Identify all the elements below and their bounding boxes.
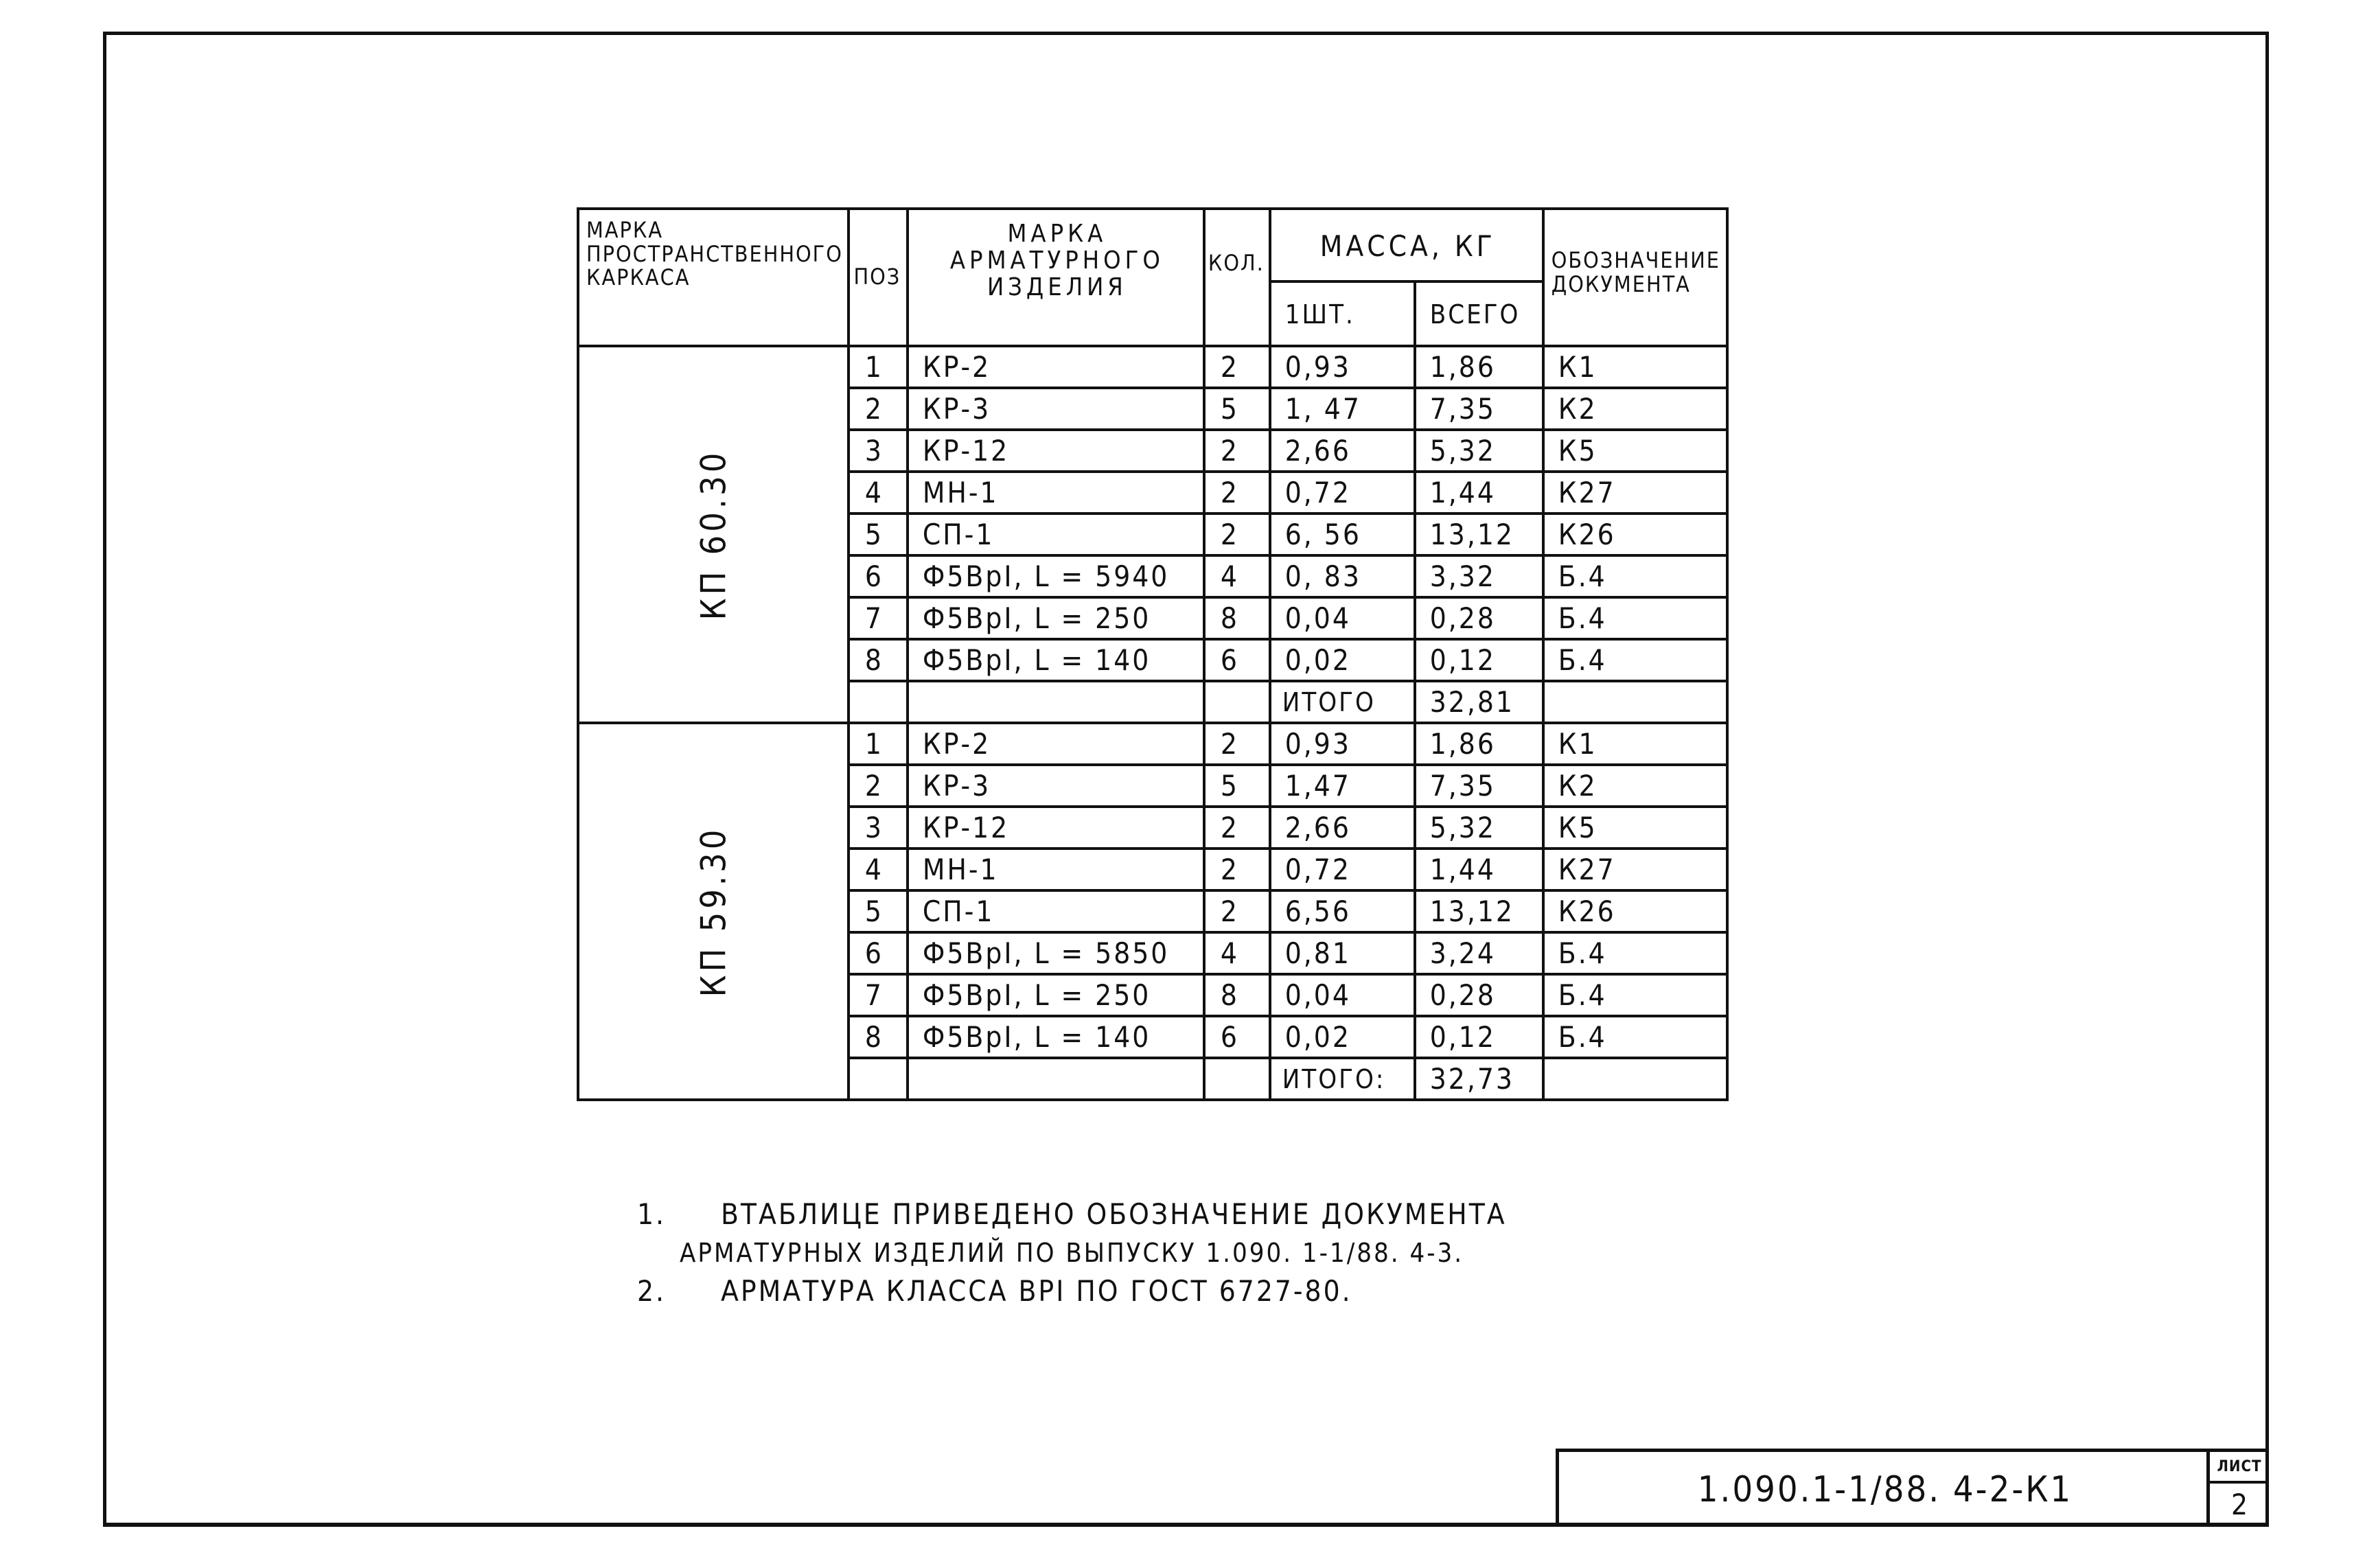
cell-item: КР-2	[908, 346, 1204, 388]
table-header	[578, 209, 1727, 346]
cell-total: 5,32	[1415, 430, 1543, 472]
cell-qty: 8	[1204, 597, 1270, 639]
cell-doc: К5	[1543, 430, 1727, 472]
cell-pos: 4	[849, 849, 908, 890]
cell-qty: 2	[1204, 807, 1270, 849]
cell-qty: 6	[1204, 1016, 1270, 1058]
cell-unit: 1, 47	[1270, 388, 1415, 430]
cell-unit: 0,02	[1270, 639, 1415, 681]
cell-unit: 1,47	[1270, 765, 1415, 807]
cell-pos: 8	[849, 639, 908, 681]
table-row	[578, 723, 1727, 765]
cell-total: 1,86	[1415, 346, 1543, 388]
cell-item: КР-3	[908, 388, 1204, 430]
table-row	[578, 346, 1727, 388]
cell-item: СП-1	[908, 514, 1204, 555]
note-1-number: 1.	[637, 1197, 667, 1231]
cell-total: 0,28	[1415, 974, 1543, 1016]
cell-item: МН-1	[908, 849, 1204, 890]
cell-qty: 4	[1204, 932, 1270, 974]
cell-unit: 0,72	[1270, 472, 1415, 514]
cell-item: КР-2	[908, 723, 1204, 765]
cell-doc: К26	[1543, 514, 1727, 555]
cell-unit: 0,93	[1270, 723, 1415, 765]
cell-pos: 7	[849, 974, 908, 1016]
cell-doc: Б.4	[1543, 639, 1727, 681]
cell-unit: 2,66	[1270, 807, 1415, 849]
cell-item: КР-3	[908, 765, 1204, 807]
cell-total: 0,28	[1415, 597, 1543, 639]
header-mass-total: ВСЕГО	[1415, 281, 1543, 346]
header-item-mark: МАРКА АРМАТУРНОГО ИЗДЕЛИЯ	[908, 209, 1204, 346]
cell-empty	[849, 681, 908, 723]
table-body	[578, 346, 1727, 1100]
cell-qty: 2	[1204, 514, 1270, 555]
cell-total: 1,44	[1415, 849, 1543, 890]
cell-qty: 4	[1204, 555, 1270, 597]
cell-unit: 6, 56	[1270, 514, 1415, 555]
cell-item: Ф5ВрI, L = 250	[908, 597, 1204, 639]
header-mass-one: 1ШТ.	[1270, 281, 1415, 346]
cell-doc: К27	[1543, 472, 1727, 514]
cell-qty: 6	[1204, 639, 1270, 681]
cell-pos: 5	[849, 514, 908, 555]
cell-unit: 0,04	[1270, 974, 1415, 1016]
cell-item: КР-12	[908, 430, 1204, 472]
cell-total: 1,44	[1415, 472, 1543, 514]
cell-pos: 6	[849, 555, 908, 597]
cell-item: Ф5ВрI, L = 140	[908, 1016, 1204, 1058]
cell-total: 0,12	[1415, 1016, 1543, 1058]
cell-doc: К5	[1543, 807, 1727, 849]
note-1-line-1: ВТАБЛИЦЕ ПРИВЕДЕНО ОБОЗНАЧЕНИЕ ДОКУМЕНТА	[721, 1197, 1507, 1231]
cell-total-value: 32,81	[1415, 681, 1543, 723]
cell-total-label: ИТОГО:	[1270, 1058, 1415, 1100]
cell-unit: 0,72	[1270, 849, 1415, 890]
cell-unit: 0,93	[1270, 346, 1415, 388]
cell-pos: 1	[849, 723, 908, 765]
cell-total: 5,32	[1415, 807, 1543, 849]
specification-table	[577, 207, 1729, 1101]
header-mass: МАССА, КГ	[1270, 209, 1543, 281]
cell-item: КР-12	[908, 807, 1204, 849]
cell-unit: 6,56	[1270, 890, 1415, 932]
cell-qty: 2	[1204, 346, 1270, 388]
frame-mark-cell	[578, 723, 849, 1100]
cell-pos: 2	[849, 765, 908, 807]
cell-qty: 8	[1204, 974, 1270, 1016]
cell-qty: 2	[1204, 472, 1270, 514]
cell-unit: 2,66	[1270, 430, 1415, 472]
frame-mark: КП 60.30	[693, 449, 733, 620]
cell-pos: 3	[849, 430, 908, 472]
cell-total: 3,32	[1415, 555, 1543, 597]
header-pos: ПОЗ	[849, 209, 908, 346]
cell-item: Ф5ВрI, L = 140	[908, 639, 1204, 681]
cell-empty	[1543, 1058, 1727, 1100]
sheet-label: ЛИСТ	[2210, 1452, 2269, 1484]
cell-doc: К2	[1543, 765, 1727, 807]
note-1	[637, 1195, 1507, 1271]
cell-doc: Б.4	[1543, 932, 1727, 974]
cell-empty	[1204, 1058, 1270, 1100]
cell-unit: 0,04	[1270, 597, 1415, 639]
note-2-line-1: АРМАТУРА КЛАССА ВРI ПО ГОСТ 6727-80.	[721, 1273, 1352, 1308]
cell-item: Ф5ВрI, L = 5850	[908, 932, 1204, 974]
cell-qty: 2	[1204, 723, 1270, 765]
cell-pos: 2	[849, 388, 908, 430]
cell-doc: К27	[1543, 849, 1727, 890]
cell-total: 13,12	[1415, 514, 1543, 555]
header-frame-mark: МАРКА ПРОСТРАНСТВЕННОГО КАРКАСА	[578, 209, 849, 346]
cell-empty	[1543, 681, 1727, 723]
cell-pos: 7	[849, 597, 908, 639]
cell-qty: 2	[1204, 430, 1270, 472]
frame-mark: КП 59.30	[693, 826, 733, 997]
cell-pos: 1	[849, 346, 908, 388]
cell-empty	[908, 1058, 1204, 1100]
header-qty: КОЛ.	[1204, 209, 1270, 346]
cell-doc: К26	[1543, 890, 1727, 932]
cell-pos: 6	[849, 932, 908, 974]
cell-pos: 3	[849, 807, 908, 849]
cell-doc: Б.4	[1543, 555, 1727, 597]
title-block	[1556, 1449, 2269, 1527]
sheet-number: 2	[2230, 1487, 2248, 1521]
cell-total: 3,24	[1415, 932, 1543, 974]
note-1-line-2: АРМАТУРНЫХ ИЗДЕЛИЙ ПО ВЫПУСКУ 1.090. 1-1/88. 4-3.	[680, 1237, 1464, 1268]
cell-total: 1,86	[1415, 723, 1543, 765]
cell-unit: 0,02	[1270, 1016, 1415, 1058]
cell-doc: К1	[1543, 346, 1727, 388]
cell-qty: 2	[1204, 849, 1270, 890]
cell-unit: 0, 83	[1270, 555, 1415, 597]
cell-item: СП-1	[908, 890, 1204, 932]
cell-total: 13,12	[1415, 890, 1543, 932]
notes	[637, 1195, 1507, 1312]
cell-doc: Б.4	[1543, 974, 1727, 1016]
cell-qty: 2	[1204, 890, 1270, 932]
header-document: ОБОЗНАЧЕНИЕ ДОКУМЕНТА	[1543, 209, 1727, 346]
note-2-number: 2.	[637, 1273, 667, 1308]
frame-mark-cell	[578, 346, 849, 723]
note-2	[637, 1271, 1507, 1312]
cell-unit: 0,81	[1270, 932, 1415, 974]
cell-total-label: ИТОГО	[1270, 681, 1415, 723]
cell-empty	[908, 681, 1204, 723]
cell-empty	[849, 1058, 908, 1100]
cell-item: Ф5ВрI, L = 250	[908, 974, 1204, 1016]
cell-pos: 8	[849, 1016, 908, 1058]
cell-qty: 5	[1204, 388, 1270, 430]
cell-total-value: 32,73	[1415, 1058, 1543, 1100]
cell-total: 0,12	[1415, 639, 1543, 681]
cell-doc: Б.4	[1543, 1016, 1727, 1058]
cell-item: Ф5ВрI, L = 5940	[908, 555, 1204, 597]
cell-doc: Б.4	[1543, 597, 1727, 639]
cell-pos: 4	[849, 472, 908, 514]
cell-total: 7,35	[1415, 388, 1543, 430]
cell-doc: К2	[1543, 388, 1727, 430]
sheet-box	[2206, 1452, 2269, 1527]
cell-item: МН-1	[908, 472, 1204, 514]
cell-doc: К1	[1543, 723, 1727, 765]
cell-empty	[1204, 681, 1270, 723]
cell-total: 7,35	[1415, 765, 1543, 807]
cell-qty: 5	[1204, 765, 1270, 807]
cell-pos: 5	[849, 890, 908, 932]
document-code: 1.090.1-1/88. 4-2-К1	[1697, 1468, 2073, 1510]
